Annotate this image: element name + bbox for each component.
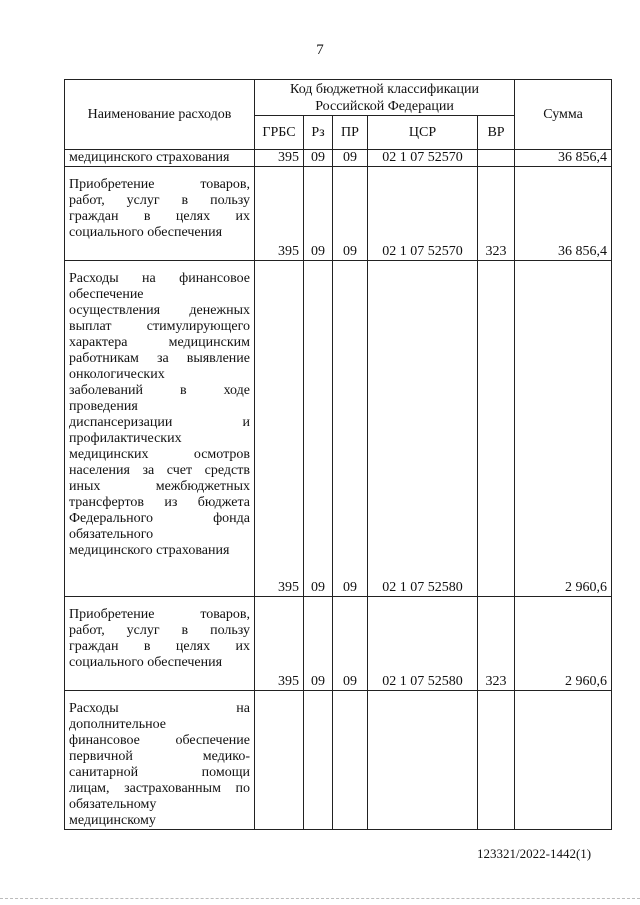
cell-grbs: 395 <box>255 261 304 597</box>
table-row <box>65 597 612 691</box>
page-number: 7 <box>316 42 324 58</box>
budget-table <box>64 79 612 830</box>
description-line: лицам, застрахованным по <box>69 781 250 796</box>
cell-vr <box>478 691 515 830</box>
description-line: медицинского страхования <box>69 150 230 165</box>
description-line: работ, услуг в пользу <box>69 193 250 208</box>
description-line: медицинскому <box>69 813 156 828</box>
cell-vr <box>478 150 515 167</box>
cell-pr: 09 <box>333 167 368 261</box>
description-line: Расходы на финансовое <box>69 271 250 286</box>
header-pr: ПР <box>333 116 368 150</box>
cell-rz: 09 <box>304 261 333 597</box>
description-line: характера медицинским <box>69 335 250 350</box>
row-description <box>65 150 255 167</box>
row-description <box>65 167 255 261</box>
description-line: граждан в целях их <box>69 639 250 654</box>
cell-grbs: 395 <box>255 150 304 167</box>
description-line: работникам за выявление <box>69 351 250 366</box>
document-id: 123321/2022-1442(1) <box>477 846 592 861</box>
header-csr: ЦСР <box>368 116 478 150</box>
cell-vr: 323 <box>478 167 515 261</box>
description-line: профилактических <box>69 431 182 446</box>
cell-sum: 36 856,4 <box>515 167 612 261</box>
cell-sum <box>515 691 612 830</box>
description-line: иных межбюджетных <box>69 479 250 494</box>
description-line: диспансеризации и <box>69 415 250 430</box>
cell-pr: 09 <box>333 150 368 167</box>
description-line: трансфертов из бюджета <box>69 495 250 510</box>
description-line: медицинского страхования <box>69 543 230 558</box>
description-line: граждан в целях их <box>69 209 250 224</box>
cell-grbs <box>255 691 304 830</box>
description-line: социального обеспечения <box>69 225 223 240</box>
table-row <box>65 691 612 830</box>
cell-rz <box>304 691 333 830</box>
cell-pr: 09 <box>333 261 368 597</box>
header-code-group: Код бюджетной классификации Российской Федерации <box>255 80 515 116</box>
description-line: проведения <box>69 399 138 414</box>
cell-vr <box>478 261 515 597</box>
description-line: онкологических <box>69 367 165 382</box>
description-line: выплат стимулирующего <box>69 319 250 334</box>
description-line: социального обеспечения <box>69 655 223 670</box>
description-line: обеспечение <box>69 287 144 302</box>
header-vr: ВР <box>478 116 515 150</box>
cell-sum: 36 856,4 <box>515 150 612 167</box>
row-description <box>65 597 255 691</box>
description-line: Расходы на <box>69 701 250 716</box>
description-line: санитарной помощи <box>69 765 250 780</box>
table-row <box>65 150 612 167</box>
description-line: обязательному <box>69 797 157 812</box>
cell-csr: 02 1 07 52570 <box>368 150 478 167</box>
description-line: населения за счет средств <box>69 463 250 478</box>
row-description <box>65 691 255 830</box>
description-line: обязательного <box>69 527 154 542</box>
description-line: финансовое обеспечение <box>69 733 250 748</box>
cell-pr <box>333 691 368 830</box>
cell-grbs: 395 <box>255 167 304 261</box>
row-description <box>65 261 255 597</box>
cell-csr: 02 1 07 52570 <box>368 167 478 261</box>
description-line: первичной медико- <box>69 749 250 764</box>
header-sum-col: Сумма <box>515 80 612 150</box>
table-row <box>65 261 612 597</box>
cell-rz: 09 <box>304 167 333 261</box>
cell-rz: 09 <box>304 150 333 167</box>
cell-csr: 02 1 07 52580 <box>368 597 478 691</box>
cell-pr: 09 <box>333 597 368 691</box>
description-line: заболеваний в ходе <box>69 383 250 398</box>
description-line: медицинских осмотров <box>69 447 250 462</box>
description-line: Приобретение товаров, <box>69 607 250 622</box>
description-line: дополнительное <box>69 717 166 732</box>
cell-sum: 2 960,6 <box>515 261 612 597</box>
header-grbs: ГРБС <box>255 116 304 150</box>
description-line: осуществления денежных <box>69 303 250 318</box>
description-line: Федерального фонда <box>69 511 250 526</box>
table-row <box>65 167 612 261</box>
footer-divider <box>0 898 640 899</box>
description-line: работ, услуг в пользу <box>69 623 250 638</box>
description-line: Приобретение товаров, <box>69 177 250 192</box>
cell-vr: 323 <box>478 597 515 691</box>
cell-csr: 02 1 07 52580 <box>368 261 478 597</box>
cell-sum: 2 960,6 <box>515 597 612 691</box>
header-name-col: Наименование расходов <box>65 80 255 150</box>
cell-rz: 09 <box>304 597 333 691</box>
cell-csr <box>368 691 478 830</box>
cell-grbs: 395 <box>255 597 304 691</box>
header-rz: Рз <box>304 116 333 150</box>
